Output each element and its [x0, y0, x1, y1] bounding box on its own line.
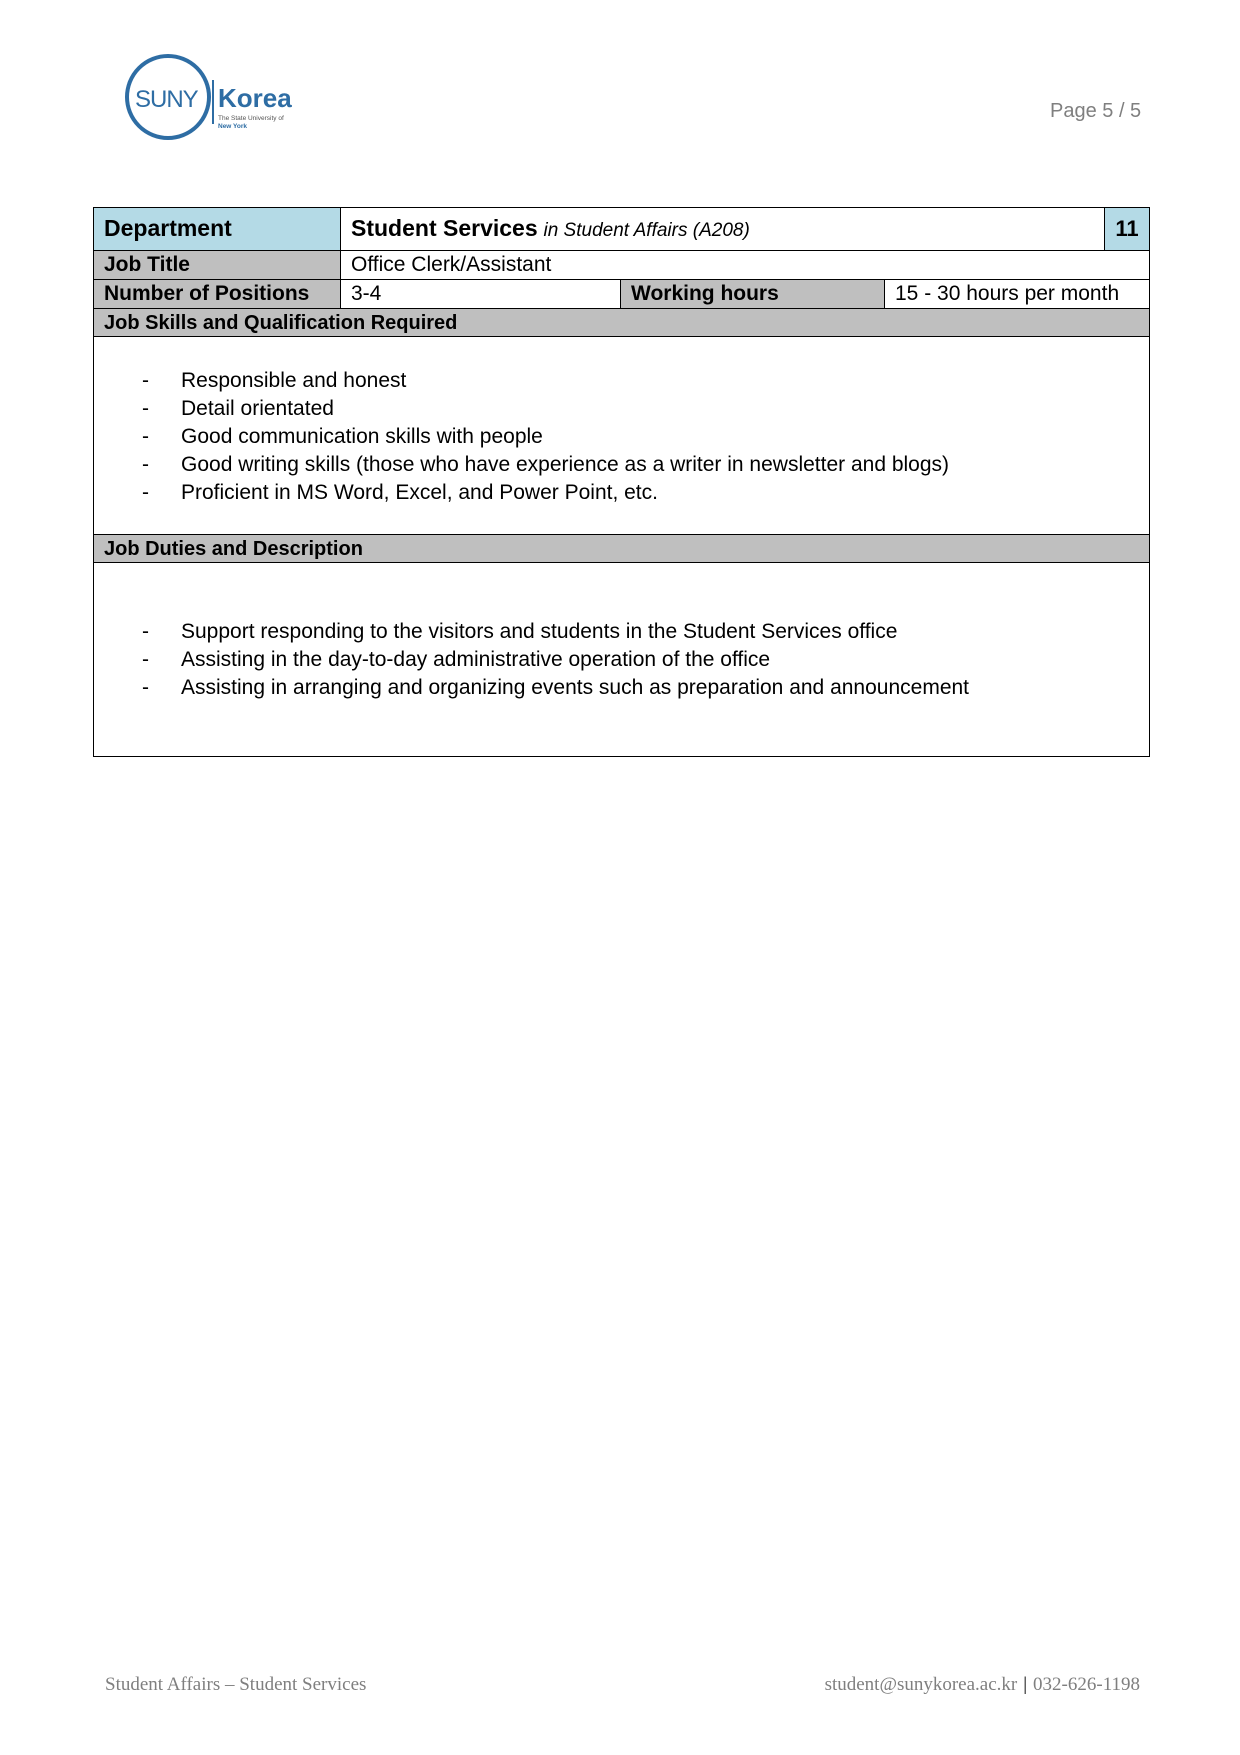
job-title-value: Office Clerk/Assistant — [341, 251, 1150, 280]
duty-text: Support responding to the visitors and students in the Student Services office — [181, 620, 898, 643]
skill-text: Proficient in MS Word, Excel, and Power Point, etc. — [181, 481, 658, 504]
department-row — [94, 208, 1150, 251]
working-hours-value: 15 - 30 hours per month — [885, 280, 1150, 309]
footer-department: Student Affairs – Student Services — [105, 1674, 367, 1695]
bullet-dash: - — [142, 648, 149, 671]
list-item — [94, 423, 1149, 451]
list-item — [94, 674, 1149, 702]
logo-korea-text: Korea — [218, 83, 292, 113]
skills-body-row — [94, 337, 1150, 535]
skill-text: Good communication skills with people — [181, 425, 543, 448]
department-location: in Student Affairs (A208) — [543, 220, 750, 242]
job-number: 11 — [1105, 208, 1150, 251]
skills-section — [94, 337, 1149, 534]
job-description-table — [93, 207, 1150, 757]
logo-graphic — [124, 52, 304, 144]
bullet-dash: - — [142, 620, 149, 643]
positions-row — [94, 280, 1150, 309]
working-hours-label: Working hours — [621, 280, 885, 309]
positions-label: Number of Positions — [94, 280, 341, 309]
page-number: Page 5 / 5 — [1050, 100, 1142, 122]
duties-section — [94, 563, 1149, 756]
bullet-dash: - — [142, 453, 149, 476]
logo-tagline-1: The State University of — [218, 115, 284, 122]
positions-value: 3-4 — [341, 280, 621, 309]
job-title-row — [94, 251, 1150, 280]
footer-phone: 032-626-1198 — [1033, 1674, 1140, 1695]
duties-header-row — [94, 535, 1150, 563]
duty-text: Assisting in arranging and organizing events such as preparation and announcement — [181, 676, 970, 699]
skills-header: Job Skills and Qualification Required — [94, 309, 1150, 337]
list-item — [94, 367, 1149, 395]
department-name: Student Services — [351, 215, 538, 242]
list-item — [94, 618, 1149, 646]
duties-body-row — [94, 563, 1150, 757]
list-item — [94, 395, 1149, 423]
footer-separator: | — [1023, 1674, 1028, 1695]
department-value — [341, 208, 1105, 251]
skills-list — [94, 367, 1149, 507]
list-item — [94, 451, 1149, 479]
bullet-dash: - — [142, 369, 149, 392]
footer-contact — [825, 1674, 1140, 1696]
logo-suny-text: SUNY — [135, 86, 198, 113]
department-label: Department — [94, 208, 341, 251]
bullet-dash: - — [142, 481, 149, 504]
duties-header: Job Duties and Description — [94, 535, 1150, 563]
bullet-dash: - — [142, 425, 149, 448]
job-title-label: Job Title — [94, 251, 341, 280]
skill-text: Responsible and honest — [181, 369, 407, 392]
bullet-dash: - — [142, 676, 149, 699]
footer-email[interactable]: student@sunykorea.ac.kr — [824, 1674, 1018, 1695]
duties-list — [94, 618, 1149, 702]
skill-text: Good writing skills (those who have experience as a writer in newsletter and blogs) — [181, 453, 950, 476]
list-item — [94, 479, 1149, 507]
skill-text: Detail orientated — [181, 397, 334, 420]
duty-text: Assisting in the day-to-day administrative operation of the office — [181, 648, 771, 671]
suny-korea-logo — [124, 52, 304, 144]
list-item — [94, 646, 1149, 674]
logo-tagline-2: New York — [218, 123, 248, 130]
bullet-dash: - — [142, 397, 149, 420]
skills-header-row — [94, 309, 1150, 337]
